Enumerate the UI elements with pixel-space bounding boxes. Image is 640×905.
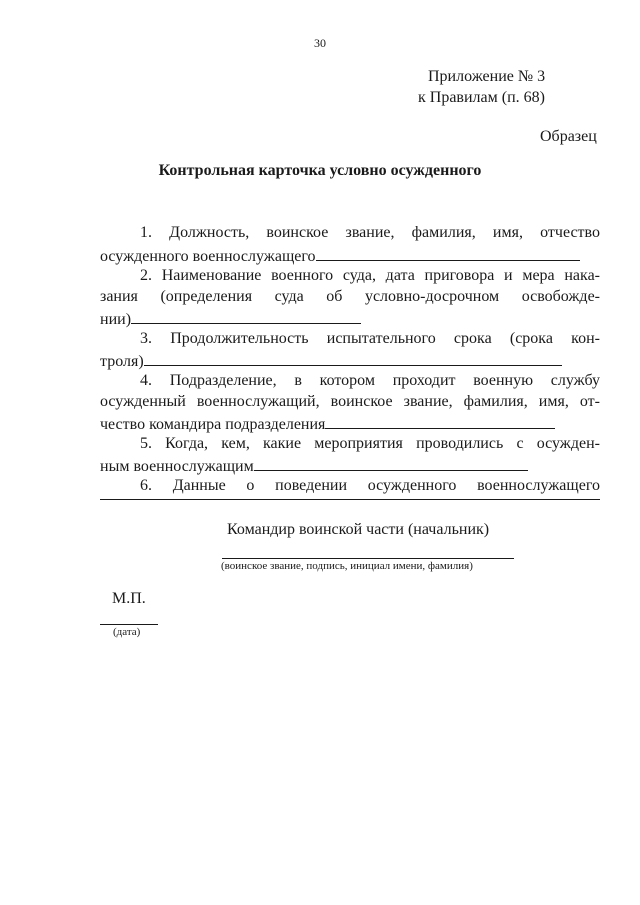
signature-line[interactable] bbox=[222, 558, 514, 559]
item-3-line-1: 3. Продолжительность испытательного срока (срока кон- bbox=[140, 330, 600, 347]
sample-label: Образец bbox=[540, 128, 597, 145]
item-2-line-2: зания (определения суда об условно-досрочном освобожде- bbox=[100, 288, 600, 305]
item-6-line-1: 6. Данные о поведении осужденного военнослужащего bbox=[140, 477, 600, 494]
fill-line[interactable] bbox=[316, 246, 580, 261]
fill-line[interactable] bbox=[325, 414, 555, 429]
item-1-line-1: 1. Должность, воинское звание, фамилия, имя, отчество bbox=[140, 224, 600, 241]
item-2-line-3 bbox=[100, 309, 600, 330]
signature-caption: (воинское звание, подпись, инициал имени, фамилия) bbox=[221, 560, 473, 572]
item-3-line-2 bbox=[100, 351, 600, 372]
fill-line[interactable] bbox=[131, 309, 361, 324]
date-caption: (дата) bbox=[113, 626, 141, 638]
item-1-line-2 bbox=[100, 246, 600, 267]
item-4-line-1: 4. Подразделение, в котором проходит военную службу bbox=[140, 372, 600, 389]
fill-line[interactable] bbox=[254, 456, 528, 471]
fill-line[interactable] bbox=[100, 499, 600, 500]
item-5-line-1: 5. Когда, кем, какие мероприятия проводились с осужден- bbox=[140, 435, 600, 452]
item-4-text: чество командира подразделения bbox=[100, 416, 326, 433]
item-2-text: нии) bbox=[100, 311, 132, 328]
page-number: 30 bbox=[314, 36, 326, 50]
annex-label: Приложение № 3 bbox=[428, 68, 546, 85]
commander-label: Командир воинской части (начальник) bbox=[227, 521, 490, 538]
annex-reference: к Правилам (п. 68) bbox=[418, 89, 545, 106]
item-2-line-1: 2. Наименование военного суда, дата приговора и мера нака- bbox=[140, 267, 600, 284]
item-5-text: ным военнослужащим bbox=[100, 458, 254, 475]
item-4-line-2: осужденный военнослужащий, воинское звание, фамилия, имя, от- bbox=[100, 393, 600, 410]
item-1-text: осужденного военнослужащего bbox=[100, 248, 316, 265]
document-title: Контрольная карточка условно осужденного bbox=[158, 162, 482, 179]
item-5-line-2 bbox=[100, 456, 600, 477]
item-3-text: троля) bbox=[100, 353, 144, 370]
stamp-place-label: М.П. bbox=[112, 590, 146, 607]
item-4-line-3 bbox=[100, 414, 600, 435]
fill-line[interactable] bbox=[144, 351, 562, 366]
date-line[interactable] bbox=[100, 624, 158, 625]
